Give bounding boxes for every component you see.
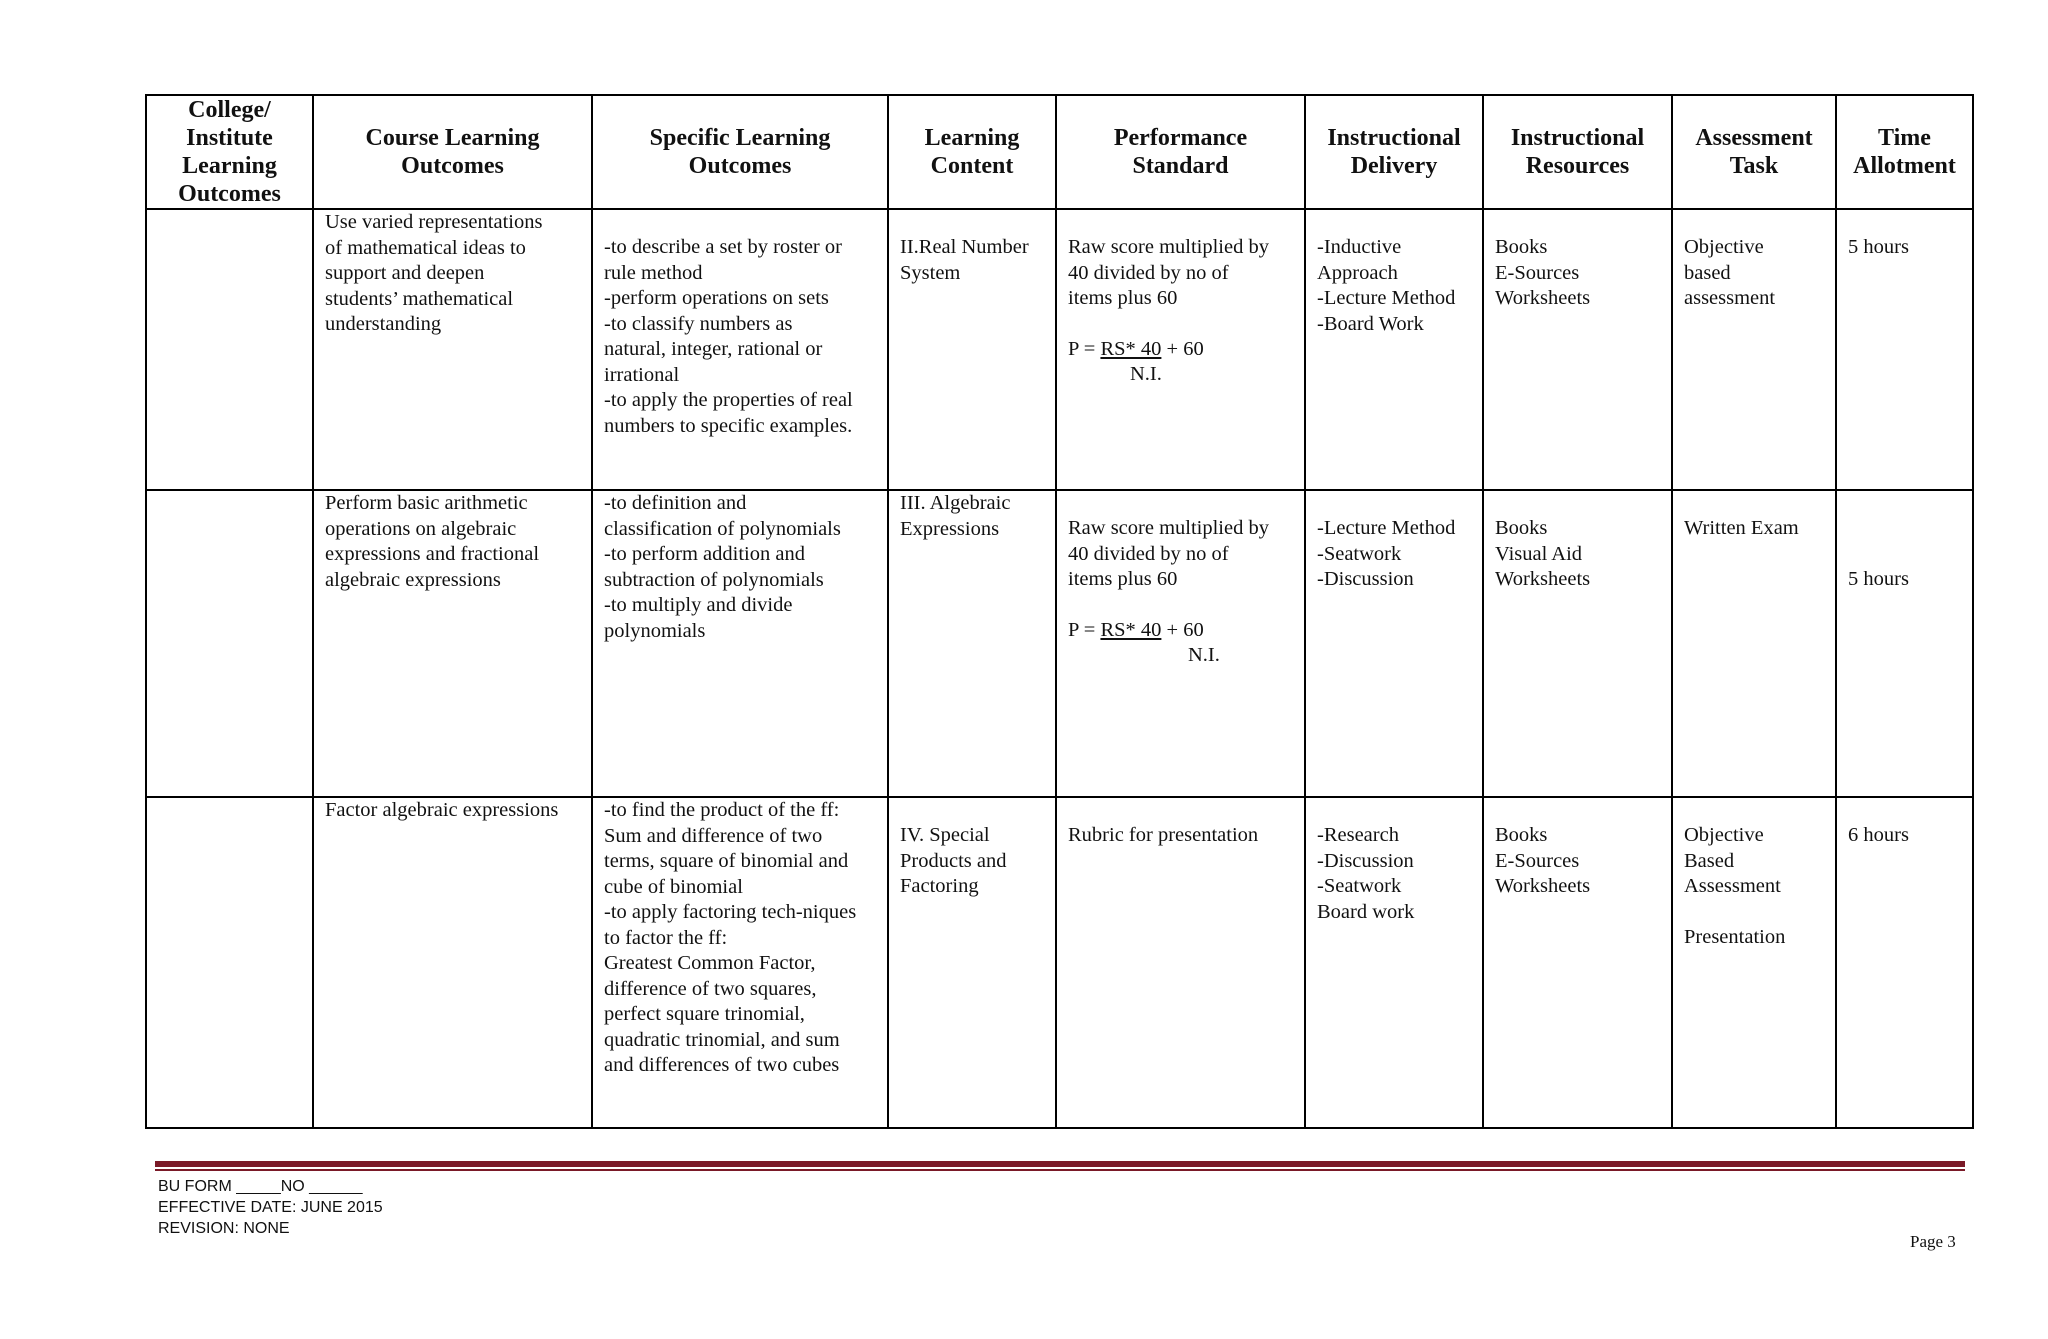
instructional-resources-cell: Books Visual Aid Worksheets: [1483, 490, 1672, 797]
footer-info: [158, 1176, 383, 1239]
instructional-delivery-cell: -Research -Discussion -Seatwork Board work: [1305, 797, 1483, 1128]
form-number: BU FORM _____NO ______: [158, 1178, 363, 1195]
formula-suffix: + 60: [1161, 618, 1204, 641]
time-allotment-cell: 5 hours: [1836, 490, 1973, 797]
syllabus-table: [145, 94, 1974, 1129]
assessment-task-cell: Objective based assessment: [1672, 209, 1836, 490]
formula-prefix: P =: [1068, 618, 1101, 641]
header-row: [146, 95, 1973, 209]
table-row: [146, 797, 1973, 1128]
standard-text: Raw score multiplied by 40 divided by no of items plus 60: [1068, 517, 1269, 590]
instructional-delivery-cell: -Lecture Method -Seatwork -Discussion: [1305, 490, 1483, 797]
revision: REVISION: NONE: [158, 1220, 290, 1237]
standard-text: Raw score multiplied by 40 divided by no of items plus 60: [1068, 236, 1269, 309]
formula-numerator: RS* 40: [1100, 618, 1162, 641]
specific-outcome-cell: -to find the product of the ff: Sum and difference of two terms, square of binomial and cube of binomial -to apply factoring tech-niques to factor the ff: Greatest Common Factor, difference of two squares, perfect square trinomial, quadratic trinomial, and sum and differences of two cubes: [592, 797, 888, 1128]
instructional-resources-cell: Books E-Sources Worksheets: [1483, 209, 1672, 490]
formula-prefix: P =: [1068, 337, 1101, 360]
score-formula: [1068, 618, 1296, 669]
footer-divider-thin: [155, 1169, 1965, 1171]
formula-suffix: + 60: [1161, 337, 1204, 360]
header-institute-outcomes: College/ Institute Learning Outcomes: [146, 95, 313, 209]
header-specific-outcomes: Specific Learning Outcomes: [592, 95, 888, 209]
performance-standard-cell: [1056, 490, 1305, 797]
table-row: [146, 490, 1973, 797]
learning-content-cell: III. Algebraic Expressions: [888, 490, 1056, 797]
score-formula: [1068, 337, 1296, 388]
footer-divider: [155, 1161, 1965, 1167]
instructional-resources-cell: Books E-Sources Worksheets: [1483, 797, 1672, 1128]
specific-outcome-cell: -to definition and classification of polynomials -to perform addition and subtraction of polynomials -to multiply and divide polynomials: [592, 490, 888, 797]
instructional-delivery-cell: -Inductive Approach -Lecture Method -Board Work: [1305, 209, 1483, 490]
course-outcome-cell: Use varied representations of mathematical ideas to support and deepen students’ mathematical understanding: [313, 209, 592, 490]
performance-standard-cell: [1056, 209, 1305, 490]
formula-denominator: N.I.: [1130, 363, 1162, 385]
table-row: [146, 209, 1973, 490]
course-outcome-cell: Factor algebraic expressions: [313, 797, 592, 1128]
header-performance-standard: Performance Standard: [1056, 95, 1305, 209]
specific-outcome-cell: -to describe a set by roster or rule method -perform operations on sets -to classify numbers as natural, integer, rational or irrational -to apply the properties of real numbers to specific examples.: [592, 209, 888, 490]
institute-outcome-cell: [146, 209, 313, 490]
formula-numerator: RS* 40: [1100, 337, 1162, 360]
learning-content-cell: II.Real Number System: [888, 209, 1056, 490]
header-learning-content: Learning Content: [888, 95, 1056, 209]
course-outcome-cell: Perform basic arithmetic operations on algebraic expressions and fractional algebraic expressions: [313, 490, 592, 797]
header-assessment-task: Assessment Task: [1672, 95, 1836, 209]
header-course-outcomes: Course Learning Outcomes: [313, 95, 592, 209]
header-instructional-resources: Instructional Resources: [1483, 95, 1672, 209]
header-time-allotment: Time Allotment: [1836, 95, 1973, 209]
assessment-task-cell: Objective Based Assessment Presentation: [1672, 797, 1836, 1128]
learning-content-cell: IV. Special Products and Factoring: [888, 797, 1056, 1128]
institute-outcome-cell: [146, 797, 313, 1128]
effective-date: EFFECTIVE DATE: JUNE 2015: [158, 1199, 383, 1216]
performance-standard-cell: Rubric for presentation: [1056, 797, 1305, 1128]
time-allotment-cell: 5 hours: [1836, 209, 1973, 490]
institute-outcome-cell: [146, 490, 313, 797]
formula-denominator: N.I.: [1188, 644, 1220, 666]
page-number: Page 3: [1910, 1232, 1956, 1251]
assessment-task-cell: Written Exam: [1672, 490, 1836, 797]
time-allotment-cell: 6 hours: [1836, 797, 1973, 1128]
header-instructional-delivery: Instructional Delivery: [1305, 95, 1483, 209]
